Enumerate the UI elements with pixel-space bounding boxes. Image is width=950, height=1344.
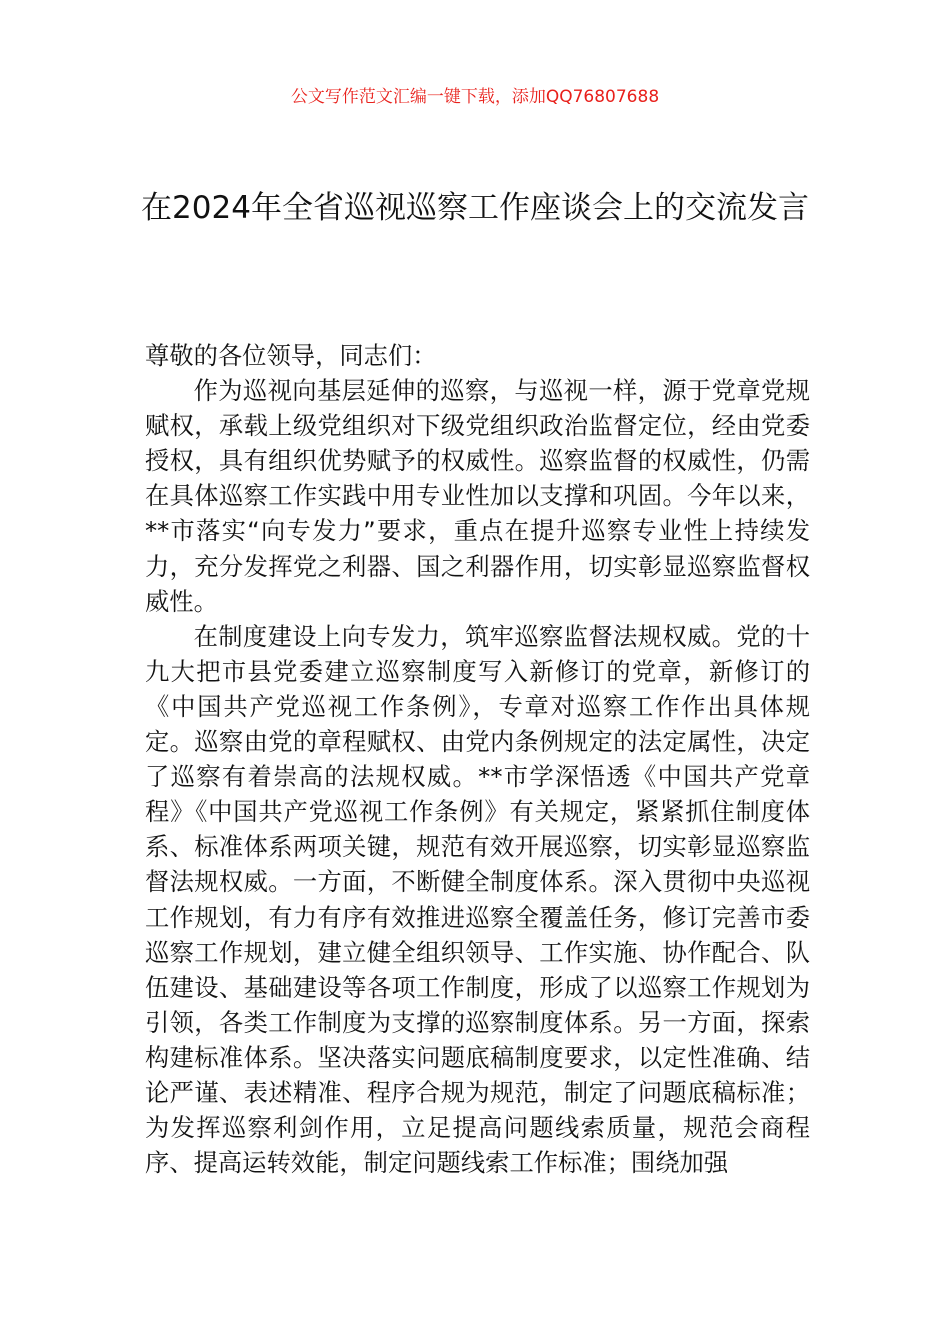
paragraph-institution-building: 在制度建设上向专发力，筑牢巡察监督法规权威。党的十九大把市县党委建立巡察制度写入新修订的党章，新修订的《中国共产党巡视工作条例》，专章对巡察工作作出具体规定。巡察由党的章程赋权、由党内条例规定的法定属性，决定了巡察有着崇高的法规权威。**市学深悟透《中国共产党章程》《中国共产党巡视工作条例》有关规定，紧紧抓住制度体系、标准体系两项关键，规范有效开展巡察，切实彰显巡察监督法规权威。一方面，不断健全制度体系。深入贯彻中央巡视工作规划，有力有序有效推进巡察全覆盖任务，修订完善市委巡察工作规划，建立健全组织领导、工作实施、协作配合、队伍建设、基础建设等各项工作制度，形成了以巡察工作规划为引领，各类工作制度为支撑的巡察制度体系。另一方面，探索构建标准体系。坚决落实问题底稿制度要求，以定性准确、结论严谨、表述精准、程序合规为规范，制定了问题底稿标准；为发挥巡察利剑作用，立足提高问题线索质量，规范会商程序、提高运转效能，制定问题线索工作标准；围绕加强 (145, 621, 810, 1178)
download-ad-banner[interactable]: 公文写作范文汇编一键下载，添加QQ76807688 (290, 87, 660, 107)
document-title: 在2024年全省巡视巡察工作座谈会上的交流发言 (141, 190, 809, 226)
salutation: 尊敬的各位领导，同志们： (145, 341, 437, 370)
paragraph-intro: 作为巡视向基层延伸的巡察，与巡视一样，源于党章党规赋权，承载上级党组织对下级党组织政治监督定位，经由党委授权，具有组织优势赋予的权威性。巡察监督的权威性，仍需在具体巡察工作实践中用专业性加以支撑和巩固。今年以来，**市落实“向专发力”要求，重点在提升巡察专业性上持续发力，充分发挥党之利器、国之利器作用，切实彰显巡察监督权威性。 (145, 376, 810, 616)
document-body (145, 338, 810, 1180)
